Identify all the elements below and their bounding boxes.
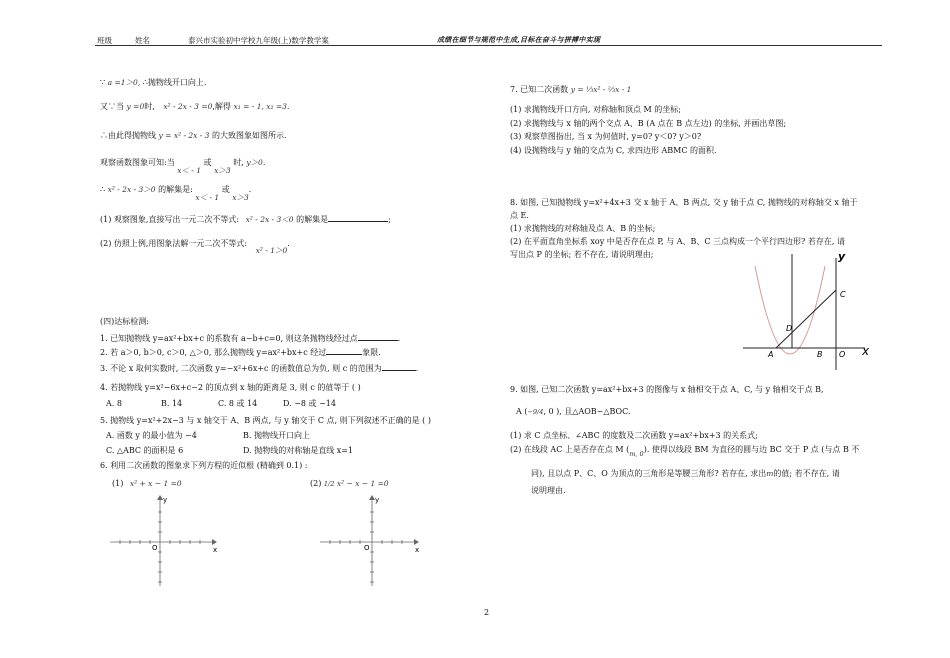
problem-5: 5. 抛物线 y=x²+2x−3 与 x 轴交于 A、B 两点, 与 y 轴交于 C 点, 则下列叙述不正确的是 ( ) xyxy=(100,416,431,425)
problem-6-part-1: (1) x² + x − 1 =0 xyxy=(112,479,182,488)
problem-4: 4. 若抛物线 y=x²−6x+c−2 的顶点到 x 轴的距离是 3, 则 c 的值等于 ( ) xyxy=(100,383,361,392)
problem-4-option-c: C. 8 或 14 xyxy=(218,399,258,408)
problem-4-option-b: B. 14 xyxy=(161,399,183,408)
problem-5-option-d: D. 抛物线的对称轴是直线 x=1 xyxy=(243,446,354,455)
solution-line-3: ∴由此得抛物线 y = x² - 2x - 3 的大致图象如图所示. xyxy=(100,131,287,140)
question-9-part-2-cont: 同), 且以点 P、C、O 为顶点的三角形是等腰三角形? 若存在, 求出m的值; 若不存在, 请 xyxy=(531,469,840,478)
question-8-figure xyxy=(735,244,880,374)
question-8-part-2: (2) 在平面直角坐标系 xoy 中是否存在点 P, 与 A、B、C 三点构成一个平行四边形? 若存在, 请 xyxy=(510,237,845,246)
question-9-line-1: 9. 如图, 已知二次函数 y=ax²+bx+3 的图像与 x 轴相交于点 A、C, 与 y 轴相交于点 B, xyxy=(510,385,824,394)
x-axis-label: x xyxy=(213,546,218,554)
origin-o-label: O xyxy=(839,350,846,359)
problem-5-option-c: C. △ABC 的面积是 6 xyxy=(106,446,184,455)
question-9-line-2: A (−9/4, 0 ), 且△AOB∽△BOC. xyxy=(516,407,631,416)
problem-2: 2. 若 a＞0, b＞0, c＞0, △＞0, 那么抛物线 y=ax²+bx+c 经过 象限. xyxy=(100,345,381,358)
point-b-label: B xyxy=(817,350,823,359)
question-7-part-1: (1) 求抛物线开口方向, 对称轴和顶点 M 的坐标; xyxy=(510,105,681,114)
question-9-part-2: (2) 在线段 AC 上是否存在点 M $(_{m, 0})$. 使得以线段 BM 为直径的圆与边 BC 交于 P 点 (与点 B 不 xyxy=(510,445,860,458)
coordinate-grid-1 xyxy=(100,494,225,590)
solution-line-2: 又∵当 y =0时, x² - 2x - 3 =0,解得 x₁ = - 1, x₂ =3. xyxy=(100,102,290,111)
coordinate-grid-2 xyxy=(310,494,435,590)
question-9-part-1: (1) 求 C 点坐标、∠ABC 的度数及二次函数 y=ax²+bx+3 的关系式; xyxy=(510,431,758,440)
problem-4-option-d: D. −8 或 −14 xyxy=(283,399,336,408)
solution-line-1: ∵ a =1＞0, ∴抛物线开口向上. xyxy=(100,78,207,87)
problem-1: 1. 已知抛物线 y=ax²+bx+c 的系数有 a−b+c=0, 则这条抛物线经过点 . xyxy=(100,331,400,344)
problem-3: 3. 不论 x 取何实数时, 二次函数 y=−x²+6x+c 的函数值总为负, 则 c 的范围为 . xyxy=(100,361,418,374)
section-4-heading: (四)达标检测: xyxy=(100,317,149,326)
question-7-part-2: (2) 求抛物线与 x 轴的两个交点 A、B (A 点在 B 点左边) 的坐标, 并画出草图; xyxy=(510,119,787,128)
question-8-line-1: 8. 如图, 已知抛物线 y=x²+4x+3 交 x 轴于 A、B 两点, 交 y 轴于点 C, 抛物线的对称轴交 x 轴于 xyxy=(510,198,858,207)
question-7: 7. 已知二次函数 y = ⅓x² - ⅔x - 1 xyxy=(510,85,632,94)
x-axis-label: x xyxy=(415,546,420,554)
y-axis-label: y xyxy=(163,496,168,504)
parabola-curve xyxy=(755,266,825,354)
fig-x-label: x xyxy=(862,344,870,358)
question-8-part-1: (1) 求抛物线的对称轴及点 A、B 的坐标; xyxy=(510,224,656,233)
question-8-line-2: 点 E. xyxy=(510,211,529,220)
origin-label: O xyxy=(364,544,370,552)
question-8-part-2-cont: 写出点 P 的坐标; 若不存在, 请说明理由; xyxy=(510,250,654,259)
question-2: (2) 仿照上例,用图象法解一元二次不等式: x² - 1＞0. xyxy=(100,239,290,255)
motto: 成绩在细节与规范中生成,目标在奋斗与拼搏中实现 xyxy=(437,35,601,44)
problem-6-part-2: (2) 1/2 x² − x − 1 =0 xyxy=(310,479,389,488)
y-axis-label: y xyxy=(375,496,380,504)
question-9-part-2-end: 说明理由. xyxy=(531,486,566,495)
solution-line-5: ∴ x² - 2x - 3＞0 的解集是: x＜ - 1 或 x＞3. xyxy=(100,185,252,202)
problem-6: 6. 利用二次函数的图象求下列方程的近似根 (精确到 0.1) : xyxy=(100,461,308,470)
segment-ac xyxy=(776,290,836,348)
problem-5-option-a: A. 函数 y 的最小值为 −4 xyxy=(106,431,197,440)
page-number: 2 xyxy=(484,608,490,617)
question-1: (1) 观察图象,直接写出一元二次不等式: x² - 2x - 3＜0 的解集是 ; xyxy=(100,212,391,225)
fig-y-label: y xyxy=(838,250,846,263)
point-c-label: C xyxy=(840,290,846,299)
class-label: 班级 xyxy=(97,36,112,45)
school-title: 泰兴市实验初中学校九年级(上)数学教学案 xyxy=(188,36,329,45)
question-7-part-3: (3) 观察草图指出, 当 x 为何值时, y=0? y＜0? y＞0? xyxy=(510,132,702,141)
point-d-label: D xyxy=(786,324,793,333)
origin-label: O xyxy=(152,544,158,552)
solution-line-4: 观察函数图象可知:当 x＜ - 1 或 x＞3 时, y＞0. xyxy=(100,158,266,175)
name-label: 姓名 xyxy=(135,36,150,45)
point-a-label: A xyxy=(768,350,774,359)
header-rule xyxy=(95,45,882,46)
problem-4-option-a: A. 8 xyxy=(106,399,122,408)
question-7-part-4: (4) 设抛物线与 y 轴的交点为 C, 求四边形 ABMC 的面积. xyxy=(510,146,717,155)
problem-5-option-b: B. 抛物线开口向上 xyxy=(243,431,310,440)
